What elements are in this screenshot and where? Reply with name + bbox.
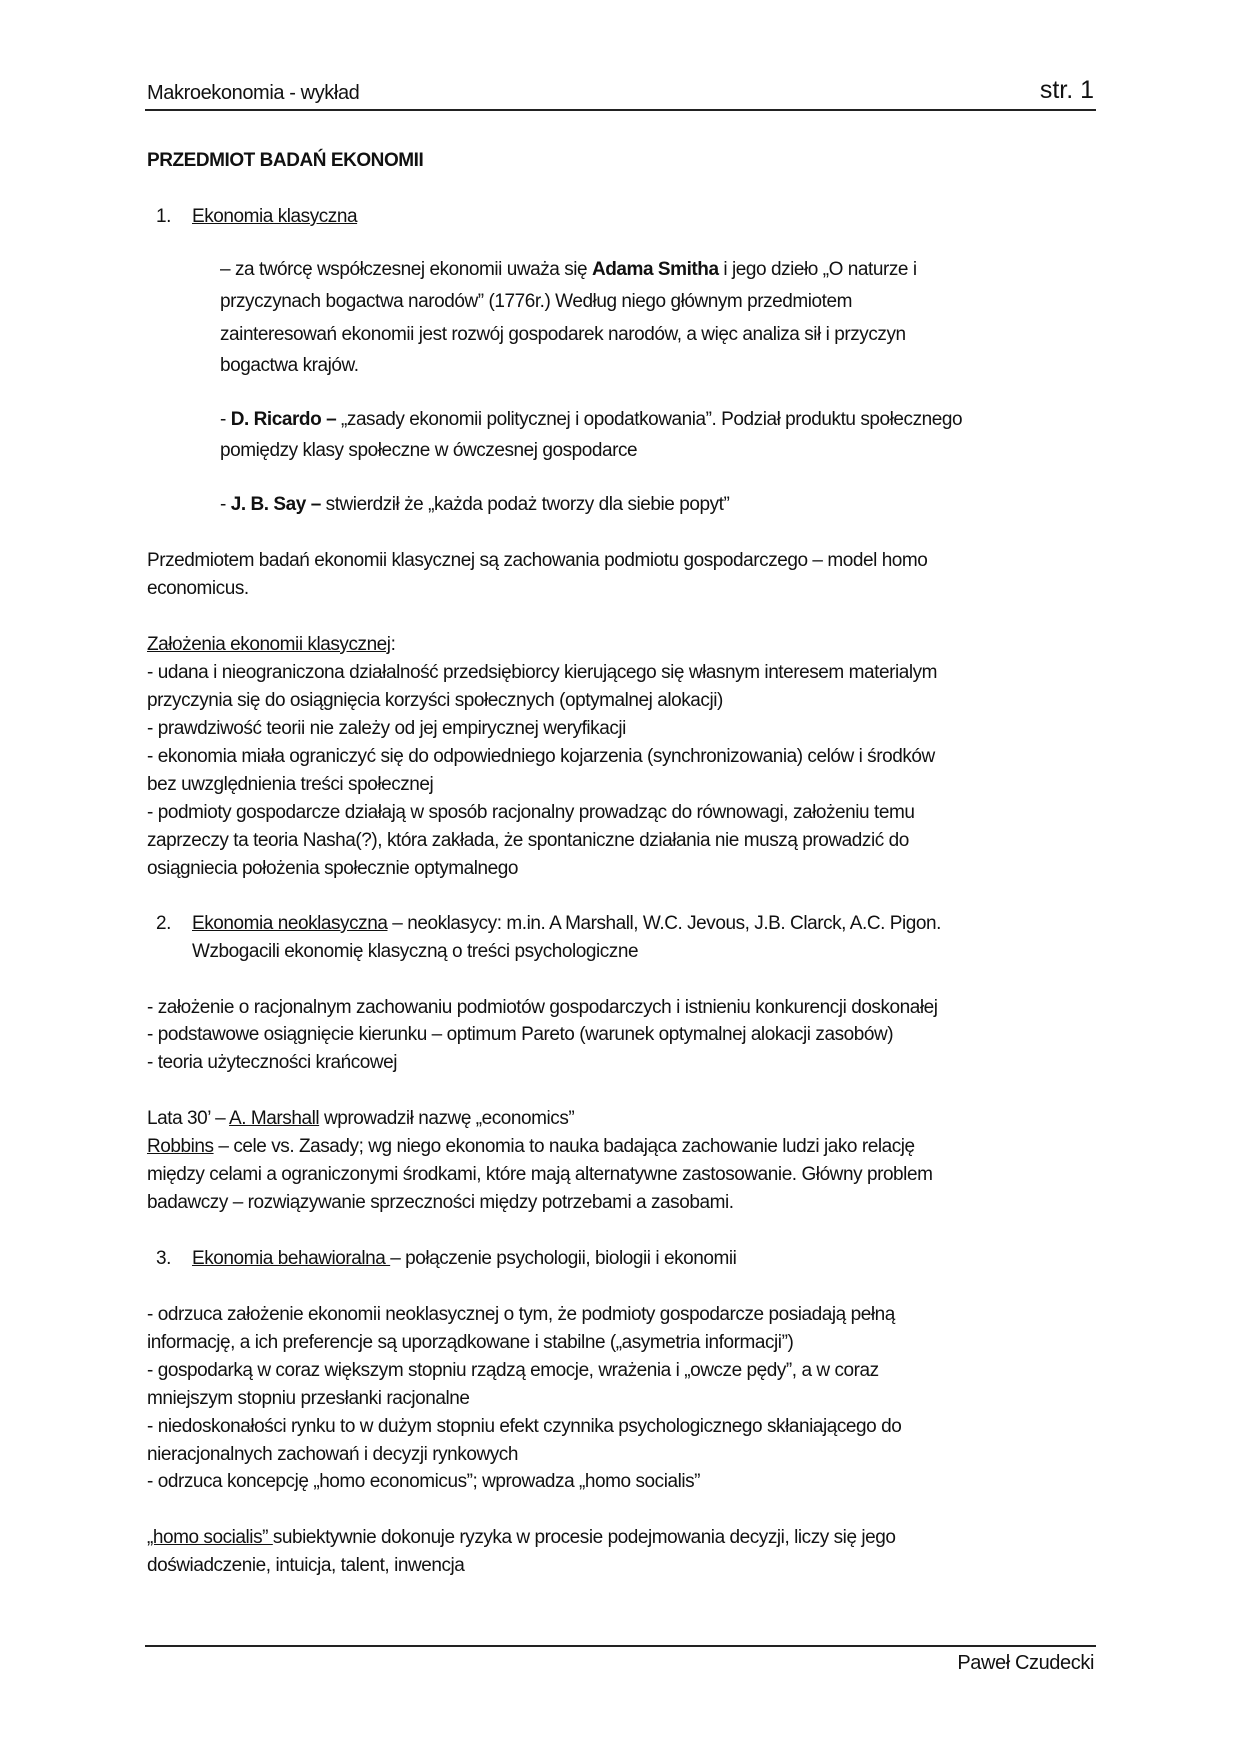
text-line [147, 801, 914, 825]
bold-text: PRZEDMIOT BADAŃ EKONOMII [147, 150, 424, 171]
text-line [220, 408, 962, 432]
text-span: - [220, 409, 231, 430]
text-line [147, 996, 938, 1020]
text-span: - teoria użyteczności krańcowej [147, 1052, 398, 1073]
text-line [220, 290, 852, 314]
text-span: Wzbogacili ekonomię klasyczną o treści psychologiczne [192, 941, 639, 962]
text-span: - podmioty gospodarcze działają w sposób racjonalny prowadząc do równowagi, założeniu temu [147, 802, 915, 823]
text-span: subiektywnie dokonuje ryzyka w procesie podejmowania decyzji, liczy się jego [272, 1527, 896, 1548]
text-span: - prawdziwość teorii nie zależy od jej empirycznej weryfikacji [147, 718, 626, 739]
text-line [192, 940, 638, 964]
text-line [147, 1191, 734, 1215]
footer-author: Paweł Czudecki [957, 1652, 1094, 1674]
text-span: : [390, 634, 396, 655]
bold-text: D. Ricardo – [230, 409, 337, 430]
header-title: Makroekonomia - wykład [147, 82, 360, 104]
text-span: doświadczenie, intuicja, talent, inwencja [147, 1555, 465, 1576]
text-line [147, 1443, 518, 1467]
text-span: zainteresowań ekonomii jest rozwój gospodarek narodów, a więc analiza sił i przyczyn [220, 324, 906, 345]
text-line [220, 323, 906, 347]
bold-text: J. B. Say – [230, 494, 321, 515]
text-span: i jego dzieło „O naturze i [718, 259, 917, 280]
text-span: - odrzuca koncepcję „homo economicus”; wprowadza „homo socialis” [147, 1471, 701, 1492]
text-span: – neoklasycy: m.in. A Marshall, W.C. Jevous, J.B. Clarck, A.C. Pigon. [387, 913, 941, 934]
text-span: – za twórcę współczesnej ekonomii uważa się [220, 259, 592, 280]
text-span: osiągniecia położenia społecznie optymalnego [147, 858, 519, 879]
text-span: 3. [156, 1248, 171, 1269]
text-line [147, 1135, 915, 1159]
text-line [156, 205, 171, 229]
text-line [147, 745, 935, 769]
page-number: str. 1 [1039, 76, 1094, 104]
text-line [147, 1387, 470, 1411]
text-span: pomiędzy klasy społeczne w ówczesnej gospodarce [220, 440, 638, 461]
text-line [147, 661, 937, 685]
text-span: badawczy – rozwiązywanie sprzeczności między potrzebami a zasobami. [147, 1192, 734, 1213]
text-span: - założenie o racjonalnym zachowaniu podmiotów gospodarczych i istnieniu konkurencji doskonałej [147, 997, 938, 1018]
text-line [147, 549, 927, 573]
text-span: „zasady ekonomii politycznej i opodatkowania”. Podział produktu społecznego [336, 409, 963, 430]
text-line [220, 258, 917, 282]
text-span: - podstawowe osiągnięcie kierunku – optimum Pareto (warunek optymalnej alokacji zasobów) [147, 1024, 894, 1045]
underlined-text: Ekonomia neoklasyczna [192, 913, 388, 934]
text-span: – połączenie psychologii, biologii i ekonomii [390, 1248, 737, 1269]
text-span: economicus. [147, 578, 249, 599]
footer-rule [145, 1645, 1096, 1647]
text-span: – cele vs. Zasady; wg niego ekonomia to nauka badająca zachowanie ludzi jako relację [213, 1136, 915, 1157]
text-span: między celami a ograniczonymi środkami, które mają alternatywne zastosowanie. Główny problem [147, 1164, 933, 1185]
text-line [156, 1247, 171, 1271]
underlined-text: Robbins [147, 1136, 214, 1157]
text-line [147, 577, 249, 601]
text-line [147, 1526, 896, 1550]
text-span: 1. [156, 206, 171, 227]
text-span: mniejszym stopniu przesłanki racjonalne [147, 1388, 470, 1409]
header-rule [145, 109, 1096, 111]
underlined-text: Ekonomia klasyczna [192, 206, 358, 227]
text-line [147, 149, 423, 173]
text-line [147, 633, 395, 657]
text-span: informację, a ich preferencje są uporządkowane i stabilne („asymetria informacji”) [147, 1332, 794, 1353]
text-span: - odrzuca założenie ekonomii neoklasycznej o tym, że podmioty gospodarcze posiadają pełną [147, 1304, 895, 1325]
text-line [147, 1415, 901, 1439]
text-line [147, 1554, 464, 1578]
text-span: - ekonomia miała ograniczyć się do odpowiedniego kojarzenia (synchronizowania) celów i środków [147, 746, 935, 767]
bold-text: Adama Smitha [592, 259, 719, 280]
text-line [192, 205, 357, 229]
text-line [220, 439, 637, 463]
text-span: - udana i nieograniczona działalność przedsiębiorcy kierującego się własnym interesem materialym [147, 662, 938, 683]
text-span: zaprzeczy ta teoria Nasha(?), która zakłada, że spontaniczne działania nie muszą prowadzić do [147, 830, 909, 851]
text-line [147, 773, 433, 797]
text-line [156, 912, 171, 936]
text-span: - [220, 494, 231, 515]
text-span: przyczynia się do osiągnięcia korzyści społecznych (optymalnej alokacji) [147, 690, 723, 711]
text-line [147, 689, 723, 713]
text-span: wprowadził nazwę „economics” [319, 1108, 575, 1129]
text-line [147, 1107, 574, 1131]
text-line [147, 1051, 397, 1075]
text-span: stwierdził że „każda podaż tworzy dla siebie popyt” [320, 494, 730, 515]
text-line [147, 1023, 893, 1047]
text-span: Lata 30’ – [147, 1108, 230, 1129]
text-line [147, 1470, 700, 1494]
text-line [192, 912, 941, 936]
underlined-text: „homo socialis” [147, 1527, 273, 1548]
text-span: Przedmiotem badań ekonomii klasycznej są zachowania podmiotu gospodarczego – model homo [147, 550, 928, 571]
text-line [147, 1303, 895, 1327]
text-span: - gospodarką w coraz większym stopniu rządzą emocje, wrażenia i „owcze pędy”, a w coraz [147, 1360, 879, 1381]
text-span: 2. [156, 913, 171, 934]
underlined-text: A. Marshall [229, 1108, 320, 1129]
text-line [192, 1247, 736, 1271]
text-line [147, 857, 518, 881]
underlined-text: Ekonomia behawioralna [192, 1248, 391, 1269]
text-span: nieracjonalnych zachowań i decyzji rynkowych [147, 1444, 518, 1465]
text-line [147, 1359, 879, 1383]
text-line [147, 1331, 793, 1355]
text-line [147, 717, 626, 741]
text-line [220, 493, 729, 517]
text-span: bogactwa krajów. [220, 355, 359, 376]
text-span: przyczynach bogactwa narodów” (1776r.) Według niego głównym przedmiotem [220, 291, 852, 312]
text-line [147, 1163, 932, 1187]
text-line [147, 829, 909, 853]
text-span: bez uwzględnienia treści społecznej [147, 774, 434, 795]
text-line [220, 354, 359, 378]
underlined-text: Założenia ekonomii klasycznej [147, 634, 391, 655]
text-span: - niedoskonałości rynku to w dużym stopniu efekt czynnika psychologicznego skłaniającego do [147, 1416, 902, 1437]
